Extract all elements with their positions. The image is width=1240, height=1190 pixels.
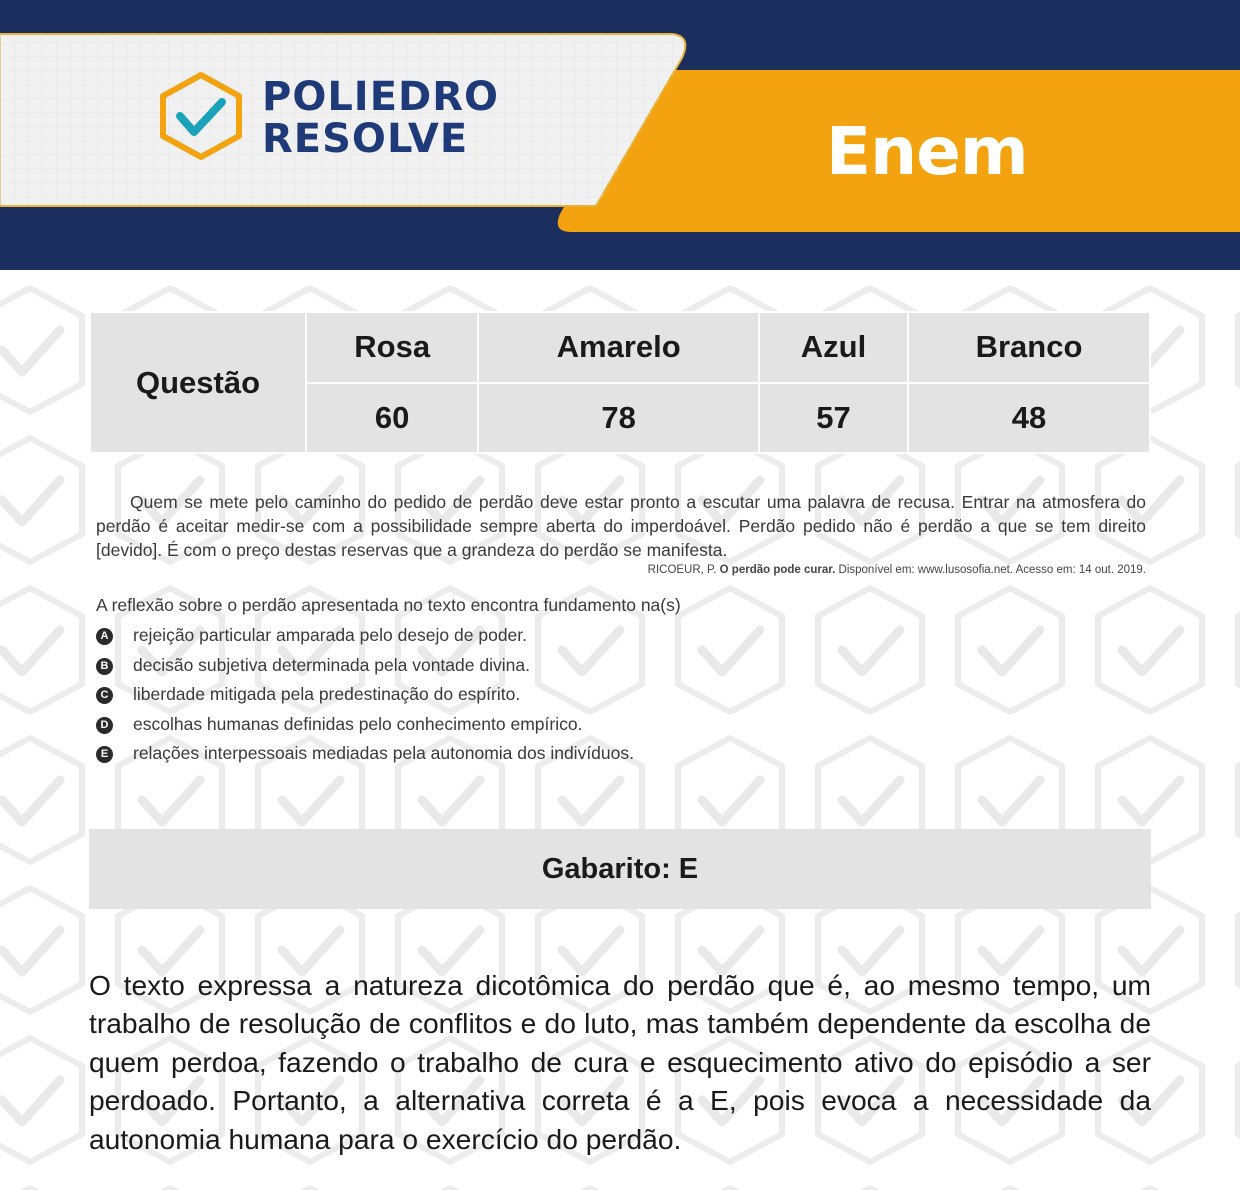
- question-number-table: [89, 311, 1151, 454]
- option-b: [96, 651, 1146, 681]
- option-text: escolhas humanas definidas pelo conhecimento empírico.: [133, 713, 583, 734]
- source-title: O perdão pode curar.: [719, 564, 836, 576]
- brand-logo-text: [262, 76, 499, 160]
- question-block: [96, 490, 1146, 769]
- brand-line-2: RESOLVE: [262, 116, 469, 162]
- check-hexagon-icon: [156, 70, 246, 162]
- option-letter-icon: D: [96, 717, 113, 734]
- answer-options: [96, 621, 1146, 769]
- option-text: rejeição particular amparada pelo desejo de poder.: [133, 625, 528, 645]
- color-header-amarelo: Amarelo: [479, 313, 758, 382]
- question-prompt: A reflexão sobre o perdão apresentada no texto encontra fundamento na(s): [96, 595, 681, 615]
- question-number-rosa: 60: [307, 384, 477, 453]
- source-author: RICOEUR, P.: [647, 564, 717, 576]
- header-banner: [0, 0, 1240, 270]
- color-header-azul: Azul: [760, 313, 907, 382]
- question-number-azul: 57: [760, 384, 907, 453]
- option-a: [96, 621, 1146, 651]
- answer-key: Gabarito: E: [89, 829, 1151, 909]
- color-header-rosa: Rosa: [307, 313, 477, 382]
- passage-text: Quem se mete pelo caminho do pedido de perdão deve estar pronto a escutar uma palavra de recusa. Entrar na atmosfera do perdão é aceitar medir-se com a possibilidade sempre aberta do imperdoável. Perdão pedido não é perdão a que se tem direito [devido]. É com o preço destas reservas que a grandeza do perdão se manifesta.: [96, 492, 1146, 560]
- option-text: liberdade mitigada pela predestinação do espírito.: [133, 684, 521, 704]
- option-e: [96, 739, 1146, 769]
- source-details: Disponível em: www.lusosofia.net. Acesso em: 14 out. 2019.: [838, 564, 1146, 576]
- option-letter-icon: B: [96, 658, 113, 675]
- explanation-text: O texto expressa a natureza dicotômica do perdão que é, ao mesmo tempo, um trabalho de resolução de conflitos e do luto, mas também dependente da escolha de quem perdoa, fazendo o trabalho de cura e esquecimento ativo do episódio a ser perdoado. Portanto, a alternativa correta é a E, pois evoca a necessidade da autonomia humana para o exercício do perdão.: [89, 969, 1151, 1155]
- question-number-amarelo: 78: [479, 384, 758, 453]
- source-citation: [96, 563, 1146, 577]
- brand-line-1: POLIEDRO: [262, 74, 500, 120]
- option-c: [96, 680, 1146, 710]
- exam-title: Enem: [826, 113, 1028, 190]
- option-letter-icon: C: [96, 687, 113, 704]
- option-d: [96, 710, 1146, 740]
- option-text: relações interpessoais mediadas pela autonomia dos indivíduos.: [133, 743, 634, 763]
- row-header: Questão: [91, 313, 305, 452]
- color-header-branco: Branco: [909, 313, 1149, 382]
- option-letter-icon: A: [96, 628, 113, 645]
- question-number-branco: 48: [909, 384, 1149, 453]
- option-text: decisão subjetiva determinada pela vontade divina.: [133, 654, 530, 675]
- option-letter-icon: E: [96, 746, 113, 763]
